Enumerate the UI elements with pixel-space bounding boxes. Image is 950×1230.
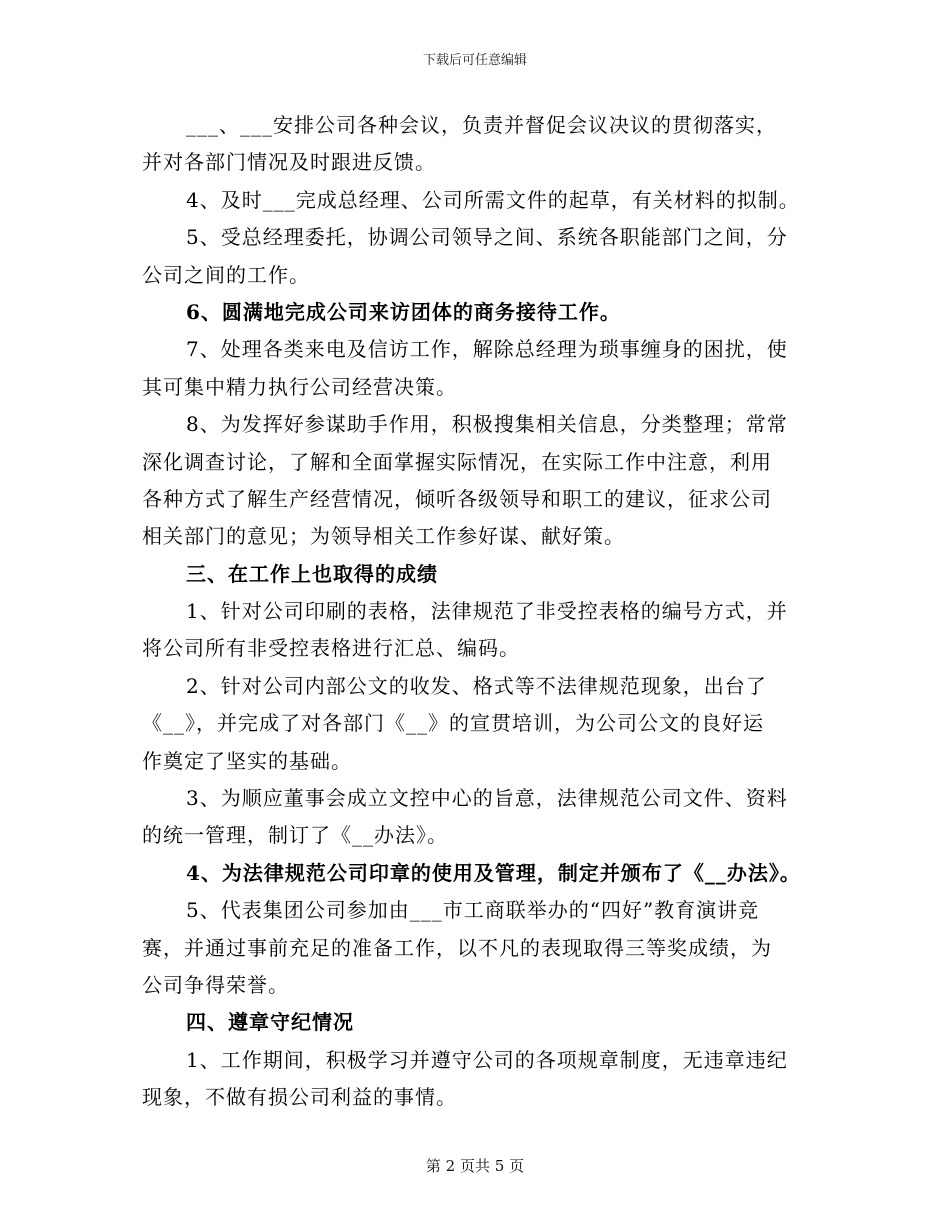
text-line: 深化调查讨论，了解和全面掌握实际情况，在实际工作中注意，利用 <box>142 449 772 474</box>
text-line: 公司之间的工作。 <box>142 262 310 287</box>
text-line: ___、___安排公司各种会议，负责并督促会议决议的贯彻落实， <box>186 113 777 137</box>
section-heading: 四、遵章守纪情况 <box>186 1010 354 1035</box>
text-line: 1、针对公司印刷的表格，法律规范了非受控表格的编号方式，并 <box>186 599 788 624</box>
text-line: 《__》，并完成了对各部门《__》的宣贯培训，为公司公文的良好运 <box>142 711 764 736</box>
text-line: 1、工作期间，积极学习并遵守公司的各项规章制度，无违章违纪 <box>186 1047 788 1072</box>
text-line: 4、为法律规范公司印章的使用及管理，制定并颁布了《__办法》。 <box>186 860 801 885</box>
text-line: 公司争得荣誉。 <box>142 972 289 997</box>
document-body <box>142 107 822 1117</box>
text-line: 各种方式了解生产经营情况，倾听各级领导和职工的建议，征求公司 <box>142 486 772 511</box>
text-line: 相关部门的意见；为领导相关工作参好谋、献好策。 <box>142 524 625 549</box>
text-line: 7、处理各类来电及信访工作，解除总经理为琐事缠身的困扰，使 <box>186 337 788 362</box>
text-line: 3、为顺应董事会成立文控中心的旨意，法律规范公司文件、资料 <box>186 786 788 811</box>
text-line: 8、为发挥好参谋助手作用，积极搜集相关信息，分类整理；常常 <box>186 412 788 437</box>
text-line: 并对各部门情况及时跟进反馈。 <box>142 150 436 175</box>
text-line: 6、圆满地完成公司来访团体的商务接待工作。 <box>186 299 621 324</box>
text-line: 5、受总经理委托，协调公司领导之间、系统各职能部门之间，分 <box>186 225 788 250</box>
text-line: 将公司所有非受控表格进行汇总、编码。 <box>142 636 520 661</box>
text-line: 现象，不做有损公司利益的事情。 <box>142 1085 457 1110</box>
text-line: 赛，并通过事前充足的准备工作，以不凡的表现取得三等奖成绩，为 <box>142 935 772 960</box>
page-header: 下载后可任意编辑 <box>422 53 527 68</box>
text-line: 4、及时___完成总经理、公司所需文件的起草，有关材料的拟制。 <box>186 187 800 212</box>
page-footer: 第 2 页共 5 页 <box>425 1157 525 1175</box>
text-line: 2、针对公司内部公文的收发、格式等不法律规范现象，出台了 <box>186 673 767 698</box>
text-line: 作奠定了坚实的基础。 <box>142 748 352 773</box>
section-heading: 三、在工作上也取得的成绩 <box>186 561 438 586</box>
text-line: 5、代表集团公司参加由___市工商联举办的“四好”教育演讲竞 <box>186 898 760 923</box>
text-line: 的统一管理，制订了《__办法》。 <box>142 823 448 848</box>
text-line: 其可集中精力执行公司经营决策。 <box>142 374 457 399</box>
